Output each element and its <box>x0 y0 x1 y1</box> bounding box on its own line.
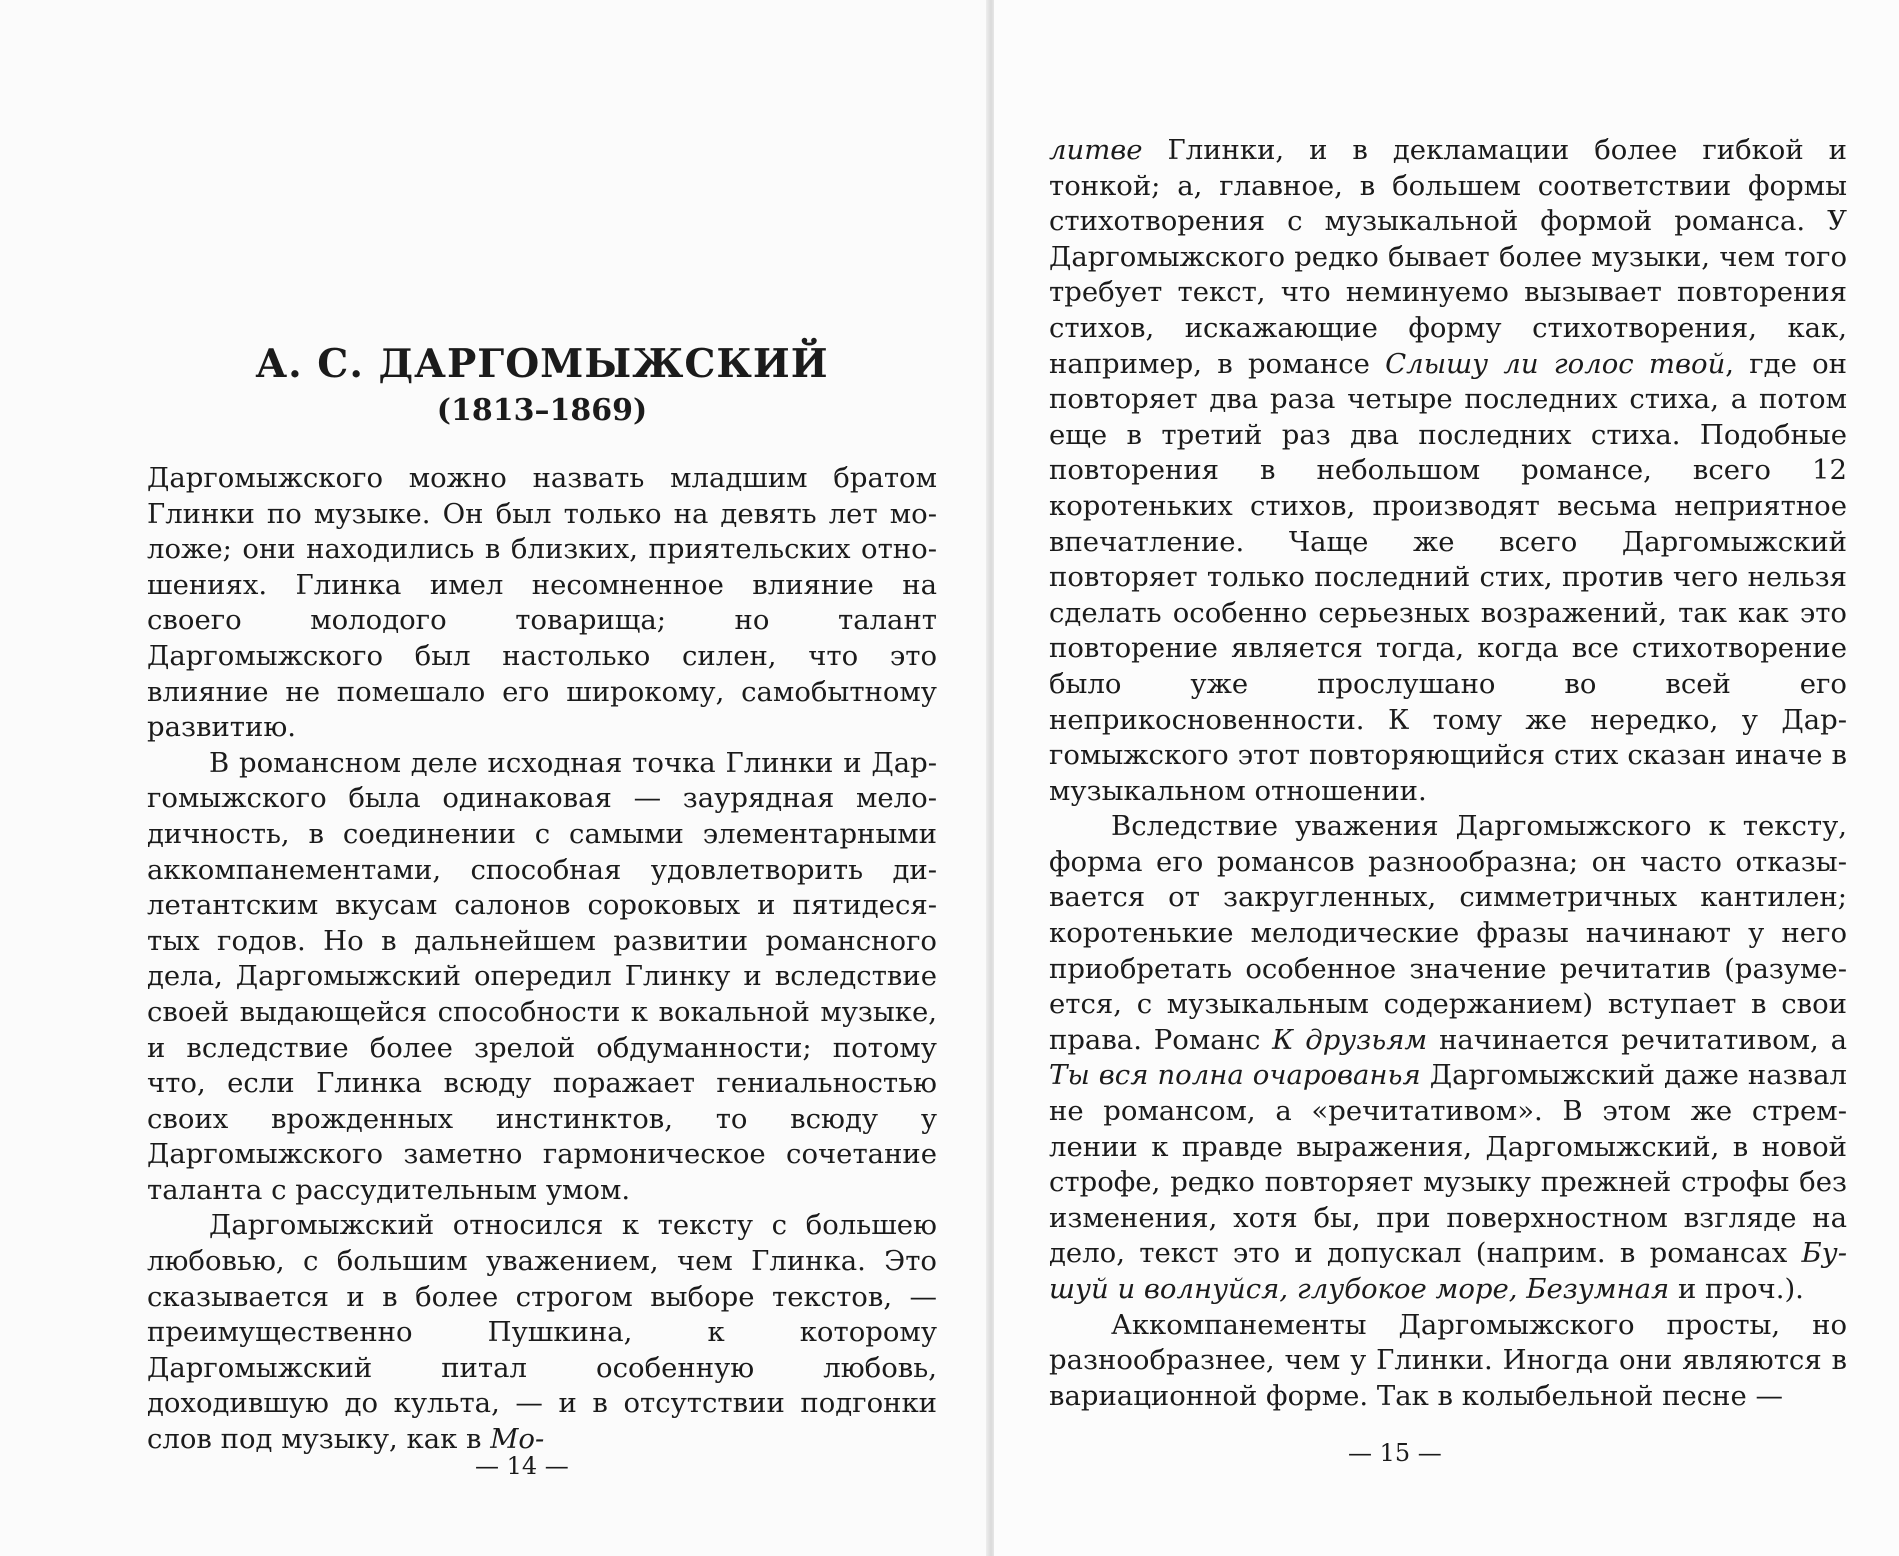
text-run: , где он повторяет два раза четыре последних стиха, а потом еще в третий раз два последних стиха. Подобные повторения в небольшом романсе, всего 12 коротеньких стихов, производят весьма неприятное впечатление. Чаще же всего Даргомыжский повторяет только последний стих, против чего нельзя сделать особенно серьезных возражений, так как это повторение является тогда, когда все стихотворение было уже прослушано во всей его неприкосновенности. К тому же нередко, у Даргомыжского этот повторяющийся стих сказан иначе в музыкальном отношении. <box>1049 347 1848 807</box>
italic-title-run: Слышу ли голос твой <box>1385 347 1726 380</box>
right-page <box>994 0 1899 1556</box>
italic-title-run: Бушуй и волнуйся, глубокое море, Безумная <box>1049 1237 1847 1305</box>
right-page-body <box>1049 133 1847 1414</box>
text-run: В романсном деле исходная точка Глинки и Даргомыжского была одинаковая — заурядная мелодичность, в соединении с самыми элементарными аккомпанементами, способная удовлетворить дилетантским вкусам салонов сороковых и пятидесятых годов. Но в дальнейшем развитии романсного дела, Даргомыжский опередил Глинку и вследствие своей выдающейся способности к вокальной музыке, и вследствие более зрелой обдуманности; потому что, если Глинка всюду поражает гениальностью своих врожденных инстинктов, то всюду у Даргомыжского заметно гармоническое сочетание таланта с рассудительным умом. <box>147 746 937 1206</box>
paragraph <box>1049 809 1847 1307</box>
paragraph <box>1049 133 1847 809</box>
text-run: Даргомыжского можно назвать младшим братом Глинки по музыке. Он был только на девять лет моложе; они находились в близких, приятельских отношениях. Глинка имел несомненное влияние на своего молодого товарища; но талант Даргомыжского был настолько силен, что это влияние не помешало его широкому, самобытному развитию. <box>147 462 937 744</box>
text-run: и проч.). <box>1669 1273 1804 1305</box>
left-page-body <box>147 461 937 1458</box>
chapter-years: (1813–1869) <box>436 393 648 428</box>
text-run: начинается речитативом, а <box>1427 1023 1848 1056</box>
page-number-left: — 14 — <box>475 1452 569 1480</box>
italic-title-run: К друзьям <box>1272 1023 1428 1056</box>
italic-title-run: Мо- <box>490 1423 545 1456</box>
paragraph <box>147 746 937 1209</box>
chapter-title: А. С. ДАРГОМЫЖСКИЙ <box>255 341 829 387</box>
text-run: Даргомыжский относился к тексту с большею любовью, с большим уважением, чем Глинка. Это сказывается и в более строгом выборе текстов, — преимущественно Пушкина, к которому Даргомыжский питал особенную любовь, доходившую до культа, — и в отсутствии подгонки слов под музыку, как в <box>147 1209 937 1456</box>
text-run: Даргомыжский даже назвал не романсом, а «речитативом». В этом же стремлении к правде выражения, Даргомыжский, в новой строфе, редко повторяет музыку прежней строфы без изменения, хотя бы, при поверхностном взгляде на дело, текст это и допускал (наприм. в романсах <box>1049 1059 1847 1270</box>
italic-title-run: Ты вся полна очарованья <box>1049 1059 1421 1092</box>
text-run: Вследствие уважения Даргомыжского к тексту, форма его романсов разнообразна; он часто отказывается от закругленных, симметричных кантилен; коротенькие мелодические фразы начинают у него приобретать особенное значение речитатив (разумеется, с музыкальным содержанием) вступает в свои права. Романс <box>1049 810 1847 1056</box>
paragraph <box>147 1208 937 1457</box>
italic-title-run: литве <box>1049 134 1143 166</box>
paragraph <box>1049 1308 1847 1415</box>
text-run: Глинки, и в декламации более гибкой и тонкой; а, главное, в большем соответствии формы стихотворения с музыкальной формой романса. У Даргомыжского редко бывает более музыки, чем того требует текст, что неминуемо вызывает повторения стихов, искажающие форму стихотворения, как, например, в романсе <box>1049 134 1847 380</box>
paragraph <box>147 461 937 746</box>
page-number-right: — 15 — <box>1348 1439 1442 1467</box>
text-run: Аккомпанементы Даргомыжского просты, но разнообразнее, чем у Глинки. Иногда они являются в вариационной форме. Так в колыбельной песне — <box>1049 1308 1847 1412</box>
